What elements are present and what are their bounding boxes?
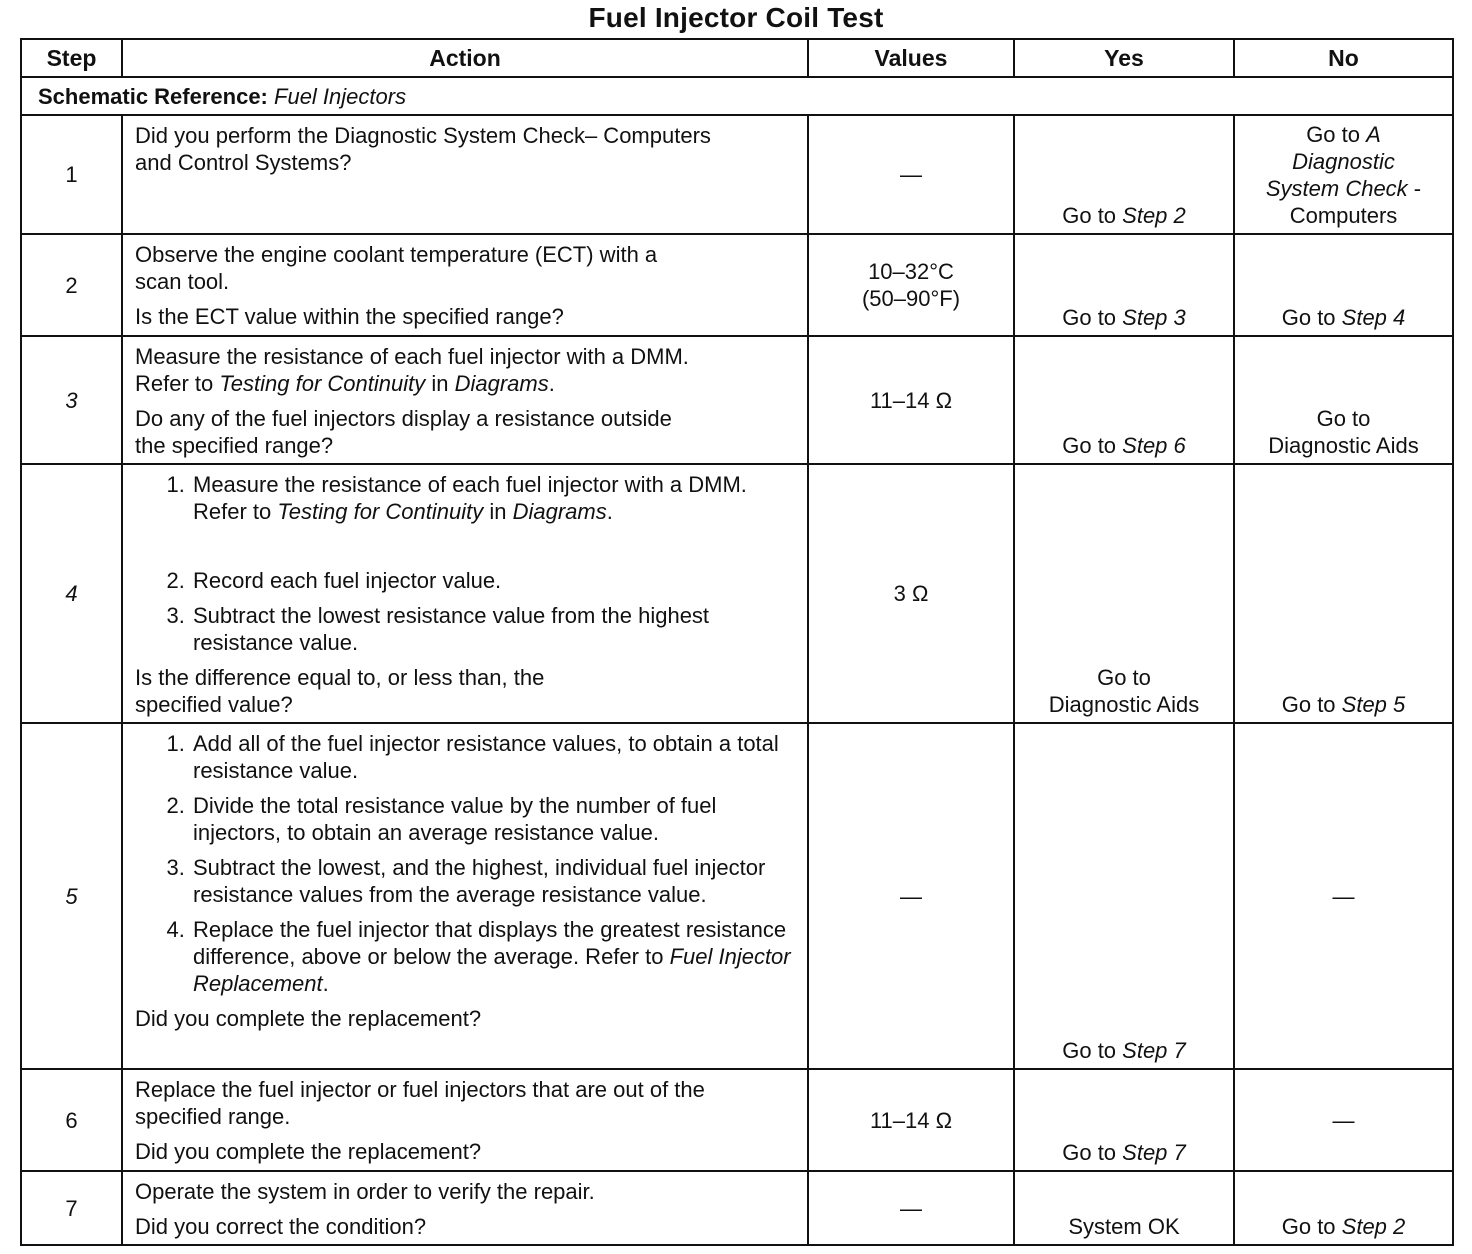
- action-reference: Testing for Continuity: [219, 371, 426, 396]
- step-number: 3: [21, 336, 122, 464]
- action-text: Observe the engine coolant temperature (ECT) with a: [135, 242, 658, 267]
- table-row: [21, 464, 1453, 723]
- no-prefix: Go to: [1281, 1214, 1342, 1239]
- no-cell: [1234, 234, 1453, 336]
- no-prefix: Go to: [1281, 305, 1342, 330]
- values-cell: [808, 234, 1014, 336]
- action-text: specified range.: [135, 1104, 291, 1129]
- no-link: Step 5: [1341, 692, 1406, 717]
- table-row: [21, 1069, 1453, 1171]
- no-link: Diagnostic: [1292, 148, 1395, 174]
- action-cell: [122, 723, 808, 1069]
- yes-cell: [1014, 115, 1234, 234]
- yes-cell: System OK: [1014, 1171, 1234, 1245]
- no-text: Go to: [1316, 406, 1371, 431]
- action-question: Did you complete the replacement?: [135, 1006, 482, 1031]
- action-text: Did you perform the Diagnostic System Check– Computers: [135, 123, 711, 148]
- yes-cell: [1014, 464, 1234, 723]
- yes-prefix: Go to: [1062, 433, 1123, 458]
- yes-prefix: Go to: [1062, 203, 1123, 228]
- list-item: 2. Record each fuel injector value.: [191, 567, 797, 594]
- no-prefix: Go to: [1281, 692, 1342, 717]
- schematic-row: [21, 77, 1453, 115]
- table-row: [21, 1171, 1453, 1245]
- no-text: Computers: [1289, 202, 1398, 228]
- no-text: Diagnostic Aids: [1268, 433, 1419, 458]
- header-action: Action: [122, 39, 808, 77]
- yes-link: Step 7: [1122, 1038, 1186, 1063]
- list-item: 3. Subtract the lowest resistance value from the highest resistance value.: [191, 602, 797, 656]
- list-item: 1. Add all of the fuel injector resistance values, to obtain a total resistance value.: [191, 730, 797, 784]
- action-list: [135, 730, 797, 997]
- action-fragment: in: [425, 371, 455, 396]
- action-question: Is the ECT value within the specified range?: [135, 304, 564, 329]
- action-cell: [122, 115, 808, 234]
- values-cell: 3 Ω: [808, 464, 1014, 723]
- action-text: and Control Systems?: [135, 150, 352, 175]
- step-number: 4: [21, 464, 122, 723]
- action-text: Replace the fuel injector or fuel injectors that are out of the: [135, 1077, 705, 1102]
- table-row: [21, 336, 1453, 464]
- schematic-reference: [21, 77, 1453, 115]
- table-row: [21, 723, 1453, 1069]
- yes-cell: [1014, 234, 1234, 336]
- no-cell: [1234, 336, 1453, 464]
- action-cell: [122, 1069, 808, 1171]
- no-cell: [1234, 115, 1453, 234]
- action-question: Is the difference equal to, or less than, the: [135, 665, 545, 690]
- action-cell: [122, 336, 808, 464]
- action-question: Did you correct the condition?: [135, 1214, 427, 1239]
- list-item: 4. Replace the fuel injector that displays the greatest resistance difference, above or below the average. Refer to Fuel Injector Replacement.: [191, 916, 797, 997]
- no-text: Go to: [1306, 121, 1367, 147]
- page-title: Fuel Injector Coil Test: [588, 2, 884, 33]
- action-fragment: .: [548, 371, 555, 396]
- yes-cell: [1014, 723, 1234, 1069]
- yes-link: Step 7: [1122, 1140, 1186, 1165]
- step-number: 6: [21, 1069, 122, 1171]
- table-row: [21, 115, 1453, 234]
- values-cell: 11–14 Ω: [808, 336, 1014, 464]
- no-link: Step 4: [1341, 305, 1406, 330]
- yes-prefix: Go to: [1062, 1140, 1123, 1165]
- action-question: Did you complete the replacement?: [135, 1139, 482, 1164]
- no-link: System Check: [1265, 175, 1408, 201]
- no-cell: [1234, 1171, 1453, 1245]
- header-row: [21, 39, 1453, 77]
- values-cell: —: [808, 723, 1014, 1069]
- action-fragment: Refer to: [135, 371, 220, 396]
- no-cell: —: [1234, 1069, 1453, 1171]
- action-question: specified value?: [135, 692, 293, 717]
- action-cell: [122, 1171, 808, 1245]
- yes-text: Go to: [1097, 665, 1151, 690]
- no-link: A: [1366, 121, 1381, 147]
- yes-prefix: Go to: [1062, 1038, 1123, 1063]
- schematic-label: Schematic Reference:: [38, 83, 268, 109]
- list-item: 2. Divide the total resistance value by the number of fuel injectors, to obtain an average resistance value.: [191, 792, 797, 846]
- list-item: 1. Measure the resistance of each fuel injector with a DMM. Refer to Testing for Continuity in Diagrams.: [191, 471, 797, 525]
- values-cell: —: [808, 115, 1014, 234]
- values-text: (50–90°F): [861, 286, 961, 311]
- values-cell: —: [808, 1171, 1014, 1245]
- step-number: 2: [21, 234, 122, 336]
- action-cell: [122, 234, 808, 336]
- yes-cell: [1014, 336, 1234, 464]
- no-cell: —: [1234, 723, 1453, 1069]
- yes-link: Step 3: [1122, 305, 1186, 330]
- yes-link: Step 6: [1122, 433, 1186, 458]
- header-no: No: [1234, 39, 1453, 77]
- values-text: 10–32°C: [868, 259, 954, 284]
- no-link: Step 2: [1341, 1214, 1406, 1239]
- diagnostic-table: [20, 38, 1454, 1246]
- header-values: Values: [808, 39, 1014, 77]
- yes-cell: [1014, 1069, 1234, 1171]
- table-row: [21, 234, 1453, 336]
- yes-link: Step 2: [1122, 203, 1186, 228]
- action-text: Measure the resistance of each fuel injector with a DMM.: [135, 344, 689, 369]
- step-number: 1: [21, 115, 122, 234]
- yes-prefix: Go to: [1062, 305, 1123, 330]
- step-number: 7: [21, 1171, 122, 1245]
- header-yes: Yes: [1014, 39, 1234, 77]
- schematic-value: Fuel Injectors: [274, 83, 407, 109]
- step-number: 5: [21, 723, 122, 1069]
- action-text: scan tool.: [135, 269, 230, 294]
- action-cell: [122, 464, 808, 723]
- action-list: [135, 471, 797, 656]
- action-question: Do any of the fuel injectors display a resistance outside: [135, 406, 672, 431]
- action-reference: Diagrams: [454, 371, 549, 396]
- action-question: the specified range?: [135, 433, 334, 458]
- header-step: Step: [21, 39, 122, 77]
- list-item: 3. Subtract the lowest, and the highest, individual fuel injector resistance values from the average resistance value.: [191, 854, 797, 908]
- yes-text: Diagnostic Aids: [1048, 692, 1200, 717]
- action-text: Operate the system in order to verify the repair.: [135, 1179, 595, 1204]
- no-text: -: [1407, 175, 1422, 201]
- values-cell: 11–14 Ω: [808, 1069, 1014, 1171]
- no-cell: [1234, 464, 1453, 723]
- action-text: [135, 370, 797, 397]
